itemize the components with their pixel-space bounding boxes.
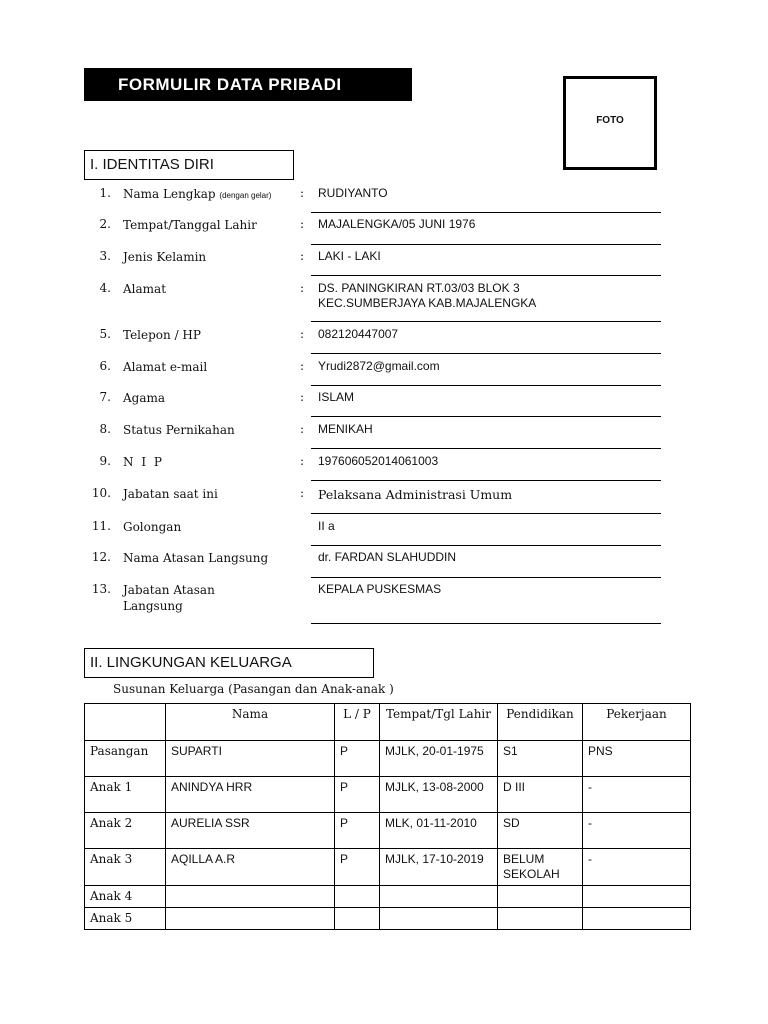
field-underline — [311, 480, 661, 481]
cell-ttl: MLK, 01-11-2010 — [380, 813, 498, 849]
family-caption: Susunan Keluarga (Pasangan dan Anak-anak ) — [113, 682, 394, 696]
cell-role: Anak 1 — [85, 777, 166, 813]
cell-lp: P — [335, 777, 380, 813]
field-number: 13. — [91, 582, 111, 596]
field-number: 9. — [99, 454, 111, 468]
cell-ttl: MJLK, 13-08-2000 — [380, 777, 498, 813]
field-number: 11. — [91, 519, 111, 533]
header-pendidikan: Pendidikan — [498, 704, 583, 741]
field-value-email: Yrudi2872@gmail.com — [318, 359, 440, 373]
field-value-atasan: dr. FARDAN SLAHUDDIN — [318, 550, 457, 564]
field-label: Alamat — [123, 282, 167, 296]
field-label: Tempat/Tanggal Lahir — [123, 218, 257, 232]
header-role — [85, 704, 166, 741]
field-number: 10. — [91, 486, 111, 500]
field-colon: : — [300, 281, 305, 295]
field-value-jenis-kelamin: LAKI - LAKI — [318, 249, 381, 263]
cell-name: AURELIA SSR — [166, 813, 335, 849]
field-label: Alamat e-mail — [123, 360, 208, 374]
cell-lp: P — [335, 741, 380, 777]
field-underline — [311, 545, 661, 546]
cell-edu: BELUM SEKOLAH — [498, 849, 583, 886]
field-underline — [311, 623, 661, 624]
table-row — [85, 849, 691, 886]
field-label: Status Pernikahan — [123, 423, 235, 437]
header-lp: L / P — [335, 704, 380, 741]
field-underline — [311, 244, 661, 245]
cell-name: SUPARTI — [166, 741, 335, 777]
field-number: 2. — [99, 217, 111, 231]
field-value-jabatan: Pelaksana Administrasi Umum — [318, 487, 513, 502]
field-underline — [311, 513, 661, 514]
field-label: Agama — [123, 391, 166, 405]
header-nama: Nama — [166, 704, 335, 741]
cell-edu: SD — [498, 813, 583, 849]
field-number: 3. — [99, 249, 111, 263]
family-table-header — [85, 704, 691, 741]
field-value-nama: RUDIYANTO — [318, 186, 388, 200]
cell-job — [583, 908, 691, 930]
header-ttl: Tempat/Tgl Lahir — [380, 704, 498, 741]
field-underline — [311, 212, 661, 213]
cell-role: Pasangan — [85, 741, 166, 777]
field-label: N I P — [123, 455, 164, 469]
field-number: 4. — [99, 281, 111, 295]
field-underline — [311, 353, 661, 354]
cell-edu: D III — [498, 777, 583, 813]
cell-role: Anak 5 — [85, 908, 166, 930]
field-colon: : — [300, 390, 305, 404]
field-label: Nama Lengkap (dengan gelar) — [123, 187, 272, 201]
field-number: 1. — [99, 186, 111, 200]
field-number: 8. — [99, 422, 111, 436]
section-identitas-title: I. IDENTITAS DIRI — [84, 150, 294, 180]
form-title: FORMULIR DATA PRIBADI — [84, 68, 412, 101]
field-colon: : — [300, 186, 305, 200]
cell-job: - — [583, 849, 691, 886]
field-value-agama: ISLAM — [318, 390, 355, 404]
field-underline — [311, 321, 661, 322]
cell-lp: P — [335, 849, 380, 886]
field-underline — [311, 275, 661, 276]
alamat-line-1: DS. PANINGKIRAN RT.03/03 BLOK 3 — [318, 281, 520, 295]
field-label: Jenis Kelamin — [123, 250, 207, 264]
field-label: Telepon / HP — [123, 328, 201, 342]
field-value-jabatan-atasan: KEPALA PUSKESMAS — [318, 582, 442, 596]
field-label: Golongan — [123, 520, 182, 534]
field-number: 7. — [99, 390, 111, 404]
table-row — [85, 741, 691, 777]
cell-ttl: MJLK, 17-10-2019 — [380, 849, 498, 886]
field-colon: : — [300, 327, 305, 341]
cell-name: ANINDYA HRR — [166, 777, 335, 813]
cell-ttl — [380, 886, 498, 908]
family-table — [84, 703, 691, 930]
section-keluarga-title: II. LINGKUNGAN KELUARGA — [84, 648, 374, 678]
field-underline — [311, 385, 661, 386]
field-underline — [311, 577, 661, 578]
field-colon: : — [300, 217, 305, 231]
field-value-nip: 197606052014061003 — [318, 454, 439, 468]
cell-lp: P — [335, 813, 380, 849]
cell-lp — [335, 908, 380, 930]
cell-role: Anak 3 — [85, 849, 166, 886]
field-value-status: MENIKAH — [318, 422, 373, 436]
field-underline — [311, 416, 661, 417]
table-row — [85, 908, 691, 930]
field-colon: : — [300, 486, 305, 500]
table-row — [85, 886, 691, 908]
cell-edu — [498, 908, 583, 930]
field-label-note: (dengan gelar) — [219, 191, 272, 200]
field-value-telepon: 082120447007 — [318, 327, 399, 341]
cell-job: - — [583, 813, 691, 849]
field-value-golongan: II a — [318, 519, 335, 533]
cell-lp — [335, 886, 380, 908]
cell-role: Anak 4 — [85, 886, 166, 908]
cell-name — [166, 886, 335, 908]
header-pekerjaan: Pekerjaan — [583, 704, 691, 741]
cell-role: Anak 2 — [85, 813, 166, 849]
cell-job — [583, 886, 691, 908]
cell-job: PNS — [583, 741, 691, 777]
field-number: 12. — [91, 550, 111, 564]
cell-ttl — [380, 908, 498, 930]
field-label: Jabatan Atasan Langsung — [123, 583, 215, 613]
field-colon: : — [300, 249, 305, 263]
cell-edu — [498, 886, 583, 908]
field-number: 6. — [99, 359, 111, 373]
field-colon: : — [300, 454, 305, 468]
field-underline — [311, 448, 661, 449]
field-value-ttl: MAJALENGKA/05 JUNI 1976 — [318, 217, 476, 231]
field-label: Nama Atasan Langsung — [123, 551, 269, 565]
cell-ttl: MJLK, 20-01-1975 — [380, 741, 498, 777]
field-number: 5. — [99, 327, 111, 341]
cell-name — [166, 908, 335, 930]
cell-edu: S1 — [498, 741, 583, 777]
field-label: Jabatan saat ini — [123, 487, 218, 501]
table-row — [85, 813, 691, 849]
cell-job: - — [583, 777, 691, 813]
table-row — [85, 777, 691, 813]
field-colon: : — [300, 359, 305, 373]
cell-name: AQILLA A.R — [166, 849, 335, 886]
field-colon: : — [300, 422, 305, 436]
photo-placeholder — [563, 76, 657, 170]
photo-label: FOTO — [596, 115, 624, 126]
field-value-alamat — [318, 281, 658, 311]
alamat-line-2: KEC.SUMBERJAYA KAB.MAJALENGKA — [318, 296, 537, 310]
